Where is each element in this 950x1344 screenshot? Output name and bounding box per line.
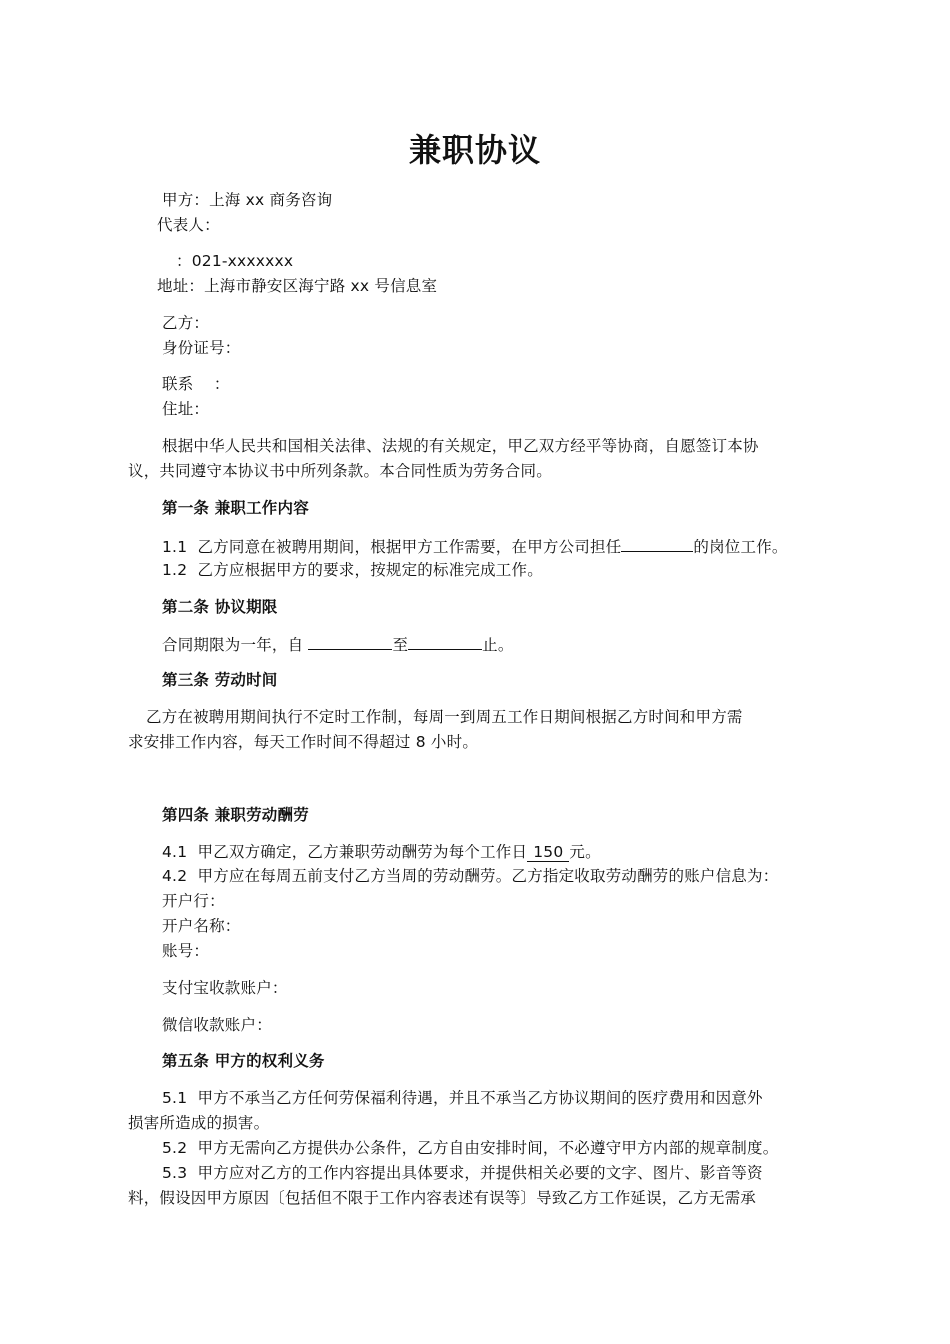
clause-text-end: 的岗位工作。 <box>693 538 788 556</box>
position-blank <box>621 535 693 552</box>
article-5-clause-3-line-1: 5.3 甲方应对乙方的工作内容提出具体要求，并提供相关必要的文字、图片、影音等资 <box>162 1164 763 1182</box>
preamble-line-2: 议，共同遵守本协议书中所列条款。本合同性质为劳务合同。 <box>128 462 552 480</box>
account-name-field: 开户名称： <box>162 917 241 935</box>
article-4-heading: 第四条 兼职劳动酬劳 <box>162 806 309 824</box>
alipay-account-field: 支付宝收款账户： <box>162 979 288 997</box>
document-title: 兼职协议 <box>408 131 541 169</box>
article-5-clause-2: 5.2 甲方无需向乙方提供办公条件，乙方自由安排时间，不必遵守甲方内部的规章制度。 <box>162 1139 779 1157</box>
article-5-clause-1-line-1: 5.1 甲方不承当乙方任何劳保福利待遇，并且不承当乙方协议期间的医疗费用和因意外 <box>162 1089 763 1107</box>
article-5-clause-1-line-2: 损害所造成的损害。 <box>128 1114 270 1132</box>
clause-text-end: 元。 <box>569 843 601 861</box>
clause-text: 4.1 甲乙双方确定，乙方兼职劳动酬劳为每个工作日 <box>162 843 528 861</box>
account-number-field: 账号： <box>162 942 210 960</box>
term-text-start: 合同期限为一年，自 <box>162 636 309 654</box>
article-1-clause-2: 1.2 乙方应根据甲方的要求，按规定的标准完成工作。 <box>162 561 543 579</box>
bank-field: 开户行： <box>162 892 225 910</box>
term-text-mid: 至 <box>392 636 409 654</box>
start-date-blank <box>308 633 392 650</box>
party-a-name: 甲方：上海 xx 商务咨询 <box>162 191 333 209</box>
article-5-heading: 第五条 甲方的权利义务 <box>162 1052 325 1070</box>
article-5-clause-3-line-2: 料，假设因甲方原因〔包括但不限于工作内容表述有误等〕导致乙方工作延误，乙方无需承 <box>128 1189 757 1207</box>
article-3-line-2: 求安排工作内容，每天工作时间不得超过 8 小时。 <box>128 733 479 751</box>
daily-pay-value: 150 <box>527 843 569 862</box>
party-b-id-number: 身份证号： <box>162 339 241 357</box>
preamble-line-1: 根据中华人民共和国相关法律、法规的有关规定，甲乙双方经平等协商，自愿签订本协 <box>162 437 759 455</box>
party-a-address: 地址：上海市静安区海宁路 xx 号信息室 <box>157 277 438 295</box>
article-2-heading: 第二条 协议期限 <box>162 598 278 616</box>
wechat-account-field: 微信收款账户： <box>162 1016 272 1034</box>
article-4-clause-1 <box>162 842 601 862</box>
term-text-end: 止。 <box>482 636 514 654</box>
end-date-blank <box>408 633 482 650</box>
party-a-representative: 代表人： <box>157 216 220 234</box>
article-1-clause-1 <box>162 535 788 557</box>
article-3-line-1: 乙方在被聘用期间执行不定时工作制，每周一到周五工作日期间根据乙方时间和甲方需 <box>146 708 743 726</box>
party-b-name: 乙方： <box>162 314 210 332</box>
article-4-clause-2: 4.2 甲方应在每周五前支付乙方当周的劳动酬劳。乙方指定收取劳动酬劳的账户信息为： <box>162 867 779 885</box>
party-b-contact: 联系 ： <box>162 375 230 393</box>
article-3-heading: 第三条 劳动时间 <box>162 671 278 689</box>
article-2-term <box>162 633 514 655</box>
article-1-heading: 第一条 兼职工作内容 <box>162 499 309 517</box>
party-b-address: 住址： <box>162 400 210 418</box>
clause-text: 1.1 乙方同意在被聘用期间，根据甲方工作需要，在甲方公司担任 <box>162 538 622 556</box>
party-a-phone: ：021-xxxxxxx <box>176 252 294 270</box>
